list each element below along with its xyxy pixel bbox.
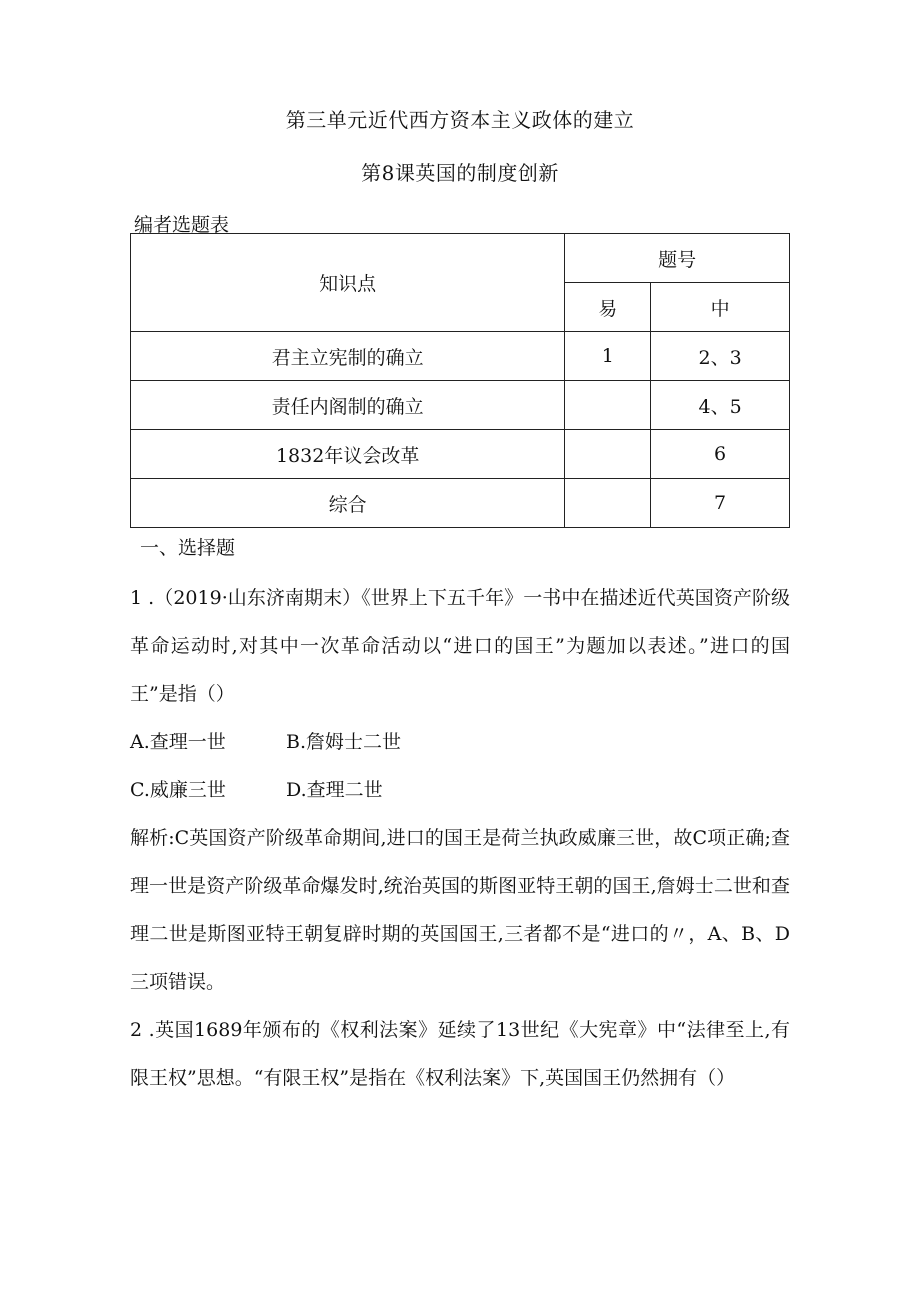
option-a: A.查理一世	[130, 731, 226, 753]
question-1-options-row-2	[130, 766, 790, 814]
lesson-title: 第8课英国的制度创新	[361, 161, 559, 185]
header-question-number: 题号	[565, 234, 790, 283]
row-topic: 1832年议会改革	[131, 430, 565, 479]
header-medium: 中	[651, 283, 790, 332]
question-selection-table	[130, 233, 790, 528]
header-easy: 易	[565, 283, 651, 332]
row-topic: 综合	[131, 479, 565, 528]
row-medium: 7	[651, 479, 790, 528]
option-b: B.詹姆士二世	[286, 731, 402, 753]
question-1-stem: 1 .（2019·山东济南期末）《世界上下五千年》一书中在描述近代英国资产阶级革命运动时,对其中一次革命活动以“进口的国王”为题加以表述。”进口的国王”是指（）	[130, 587, 790, 705]
row-medium: 6	[651, 430, 790, 479]
table-row	[131, 381, 790, 430]
row-easy	[565, 381, 651, 430]
unit-title: 第三单元近代西方资本主义政体的建立	[285, 108, 635, 132]
row-topic: 君主立宪制的确立	[131, 332, 565, 381]
question-1-options-row-1	[130, 718, 790, 766]
question-1-analysis: 解析:C英国资产阶级革命期间,进口的国王是荷兰执政威廉三世，故C项正确;查理一世是资产阶级革命爆发时,统治英国的斯图亚特王朝的国王,詹姆士二世和查理二世是斯图亚特王朝复辟时期的英国国王,三者都不是“进口的〃，A、B、D三项错误。	[130, 827, 790, 993]
row-easy	[565, 479, 651, 528]
question-2-stem: 2 .英国1689年颁布的《权利法案》延续了13世纪《大宪章》中“法律至上,有限王权”思想。“有限王权”是指在《权利法案》下,英国国王仍然拥有（）	[130, 1019, 790, 1089]
row-medium: 2、3	[651, 332, 790, 381]
table-row	[131, 479, 790, 528]
header-knowledge: 知识点	[131, 234, 565, 332]
row-easy	[565, 430, 651, 479]
table-row	[131, 332, 790, 381]
section-heading: 一、选择题	[140, 537, 236, 559]
row-medium: 4、5	[651, 381, 790, 430]
table-row	[131, 430, 790, 479]
row-easy: 1	[565, 332, 651, 381]
option-c: C.威廉三世	[130, 779, 226, 801]
option-d: D.查理二世	[286, 779, 383, 801]
row-topic: 责任内阁制的确立	[131, 381, 565, 430]
table-caption: 编者选题表	[134, 214, 230, 236]
